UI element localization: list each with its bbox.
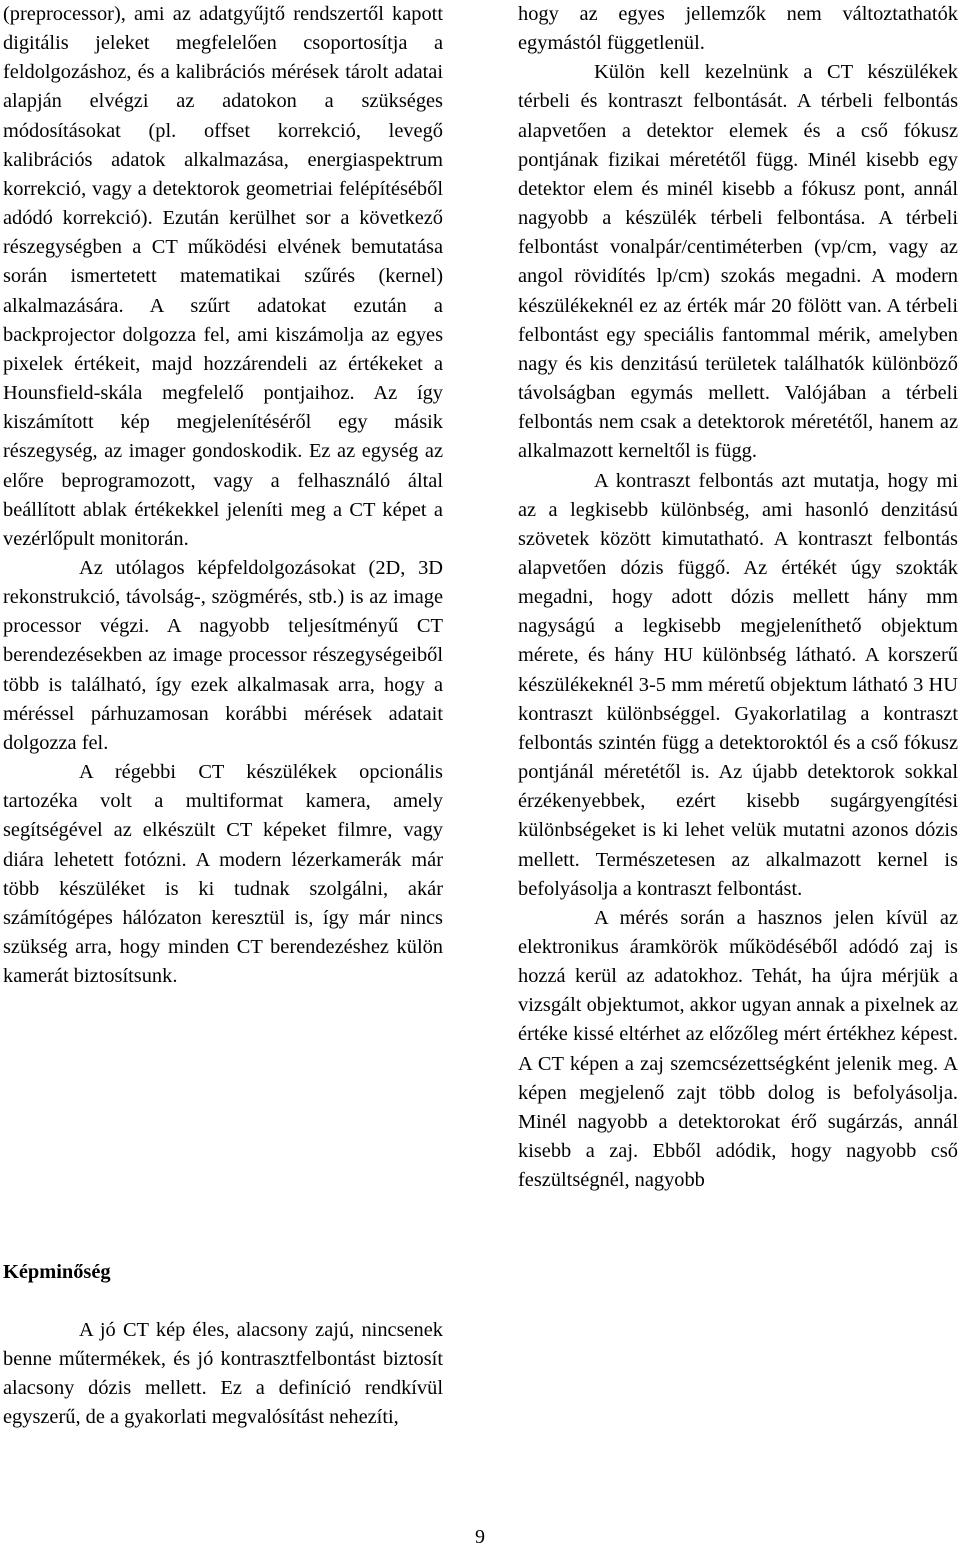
page-number: 9 <box>475 1526 485 1548</box>
paragraph-image-quality: A jó CT kép éles, alacsony zajú, nincsenek benne műtermékek, és jó kontrasztfelbontást biztosít alacsony dózis mellett. Ez a definíció rendkívül egyszerű, de a gyakorlati megvalósítást nehezíti, <box>3 1319 443 1429</box>
paragraph-contrast-resolution: A kontraszt felbontás azt mutatja, hogy mi az a legkisebb különbség, ami hasonló denzitású szövetek között kimutatható. A kontraszt felbontás alapvetően dózis függő. Az értékét úgy szokták megadni, hogy adott dózis mellett hány mm nagyságú a legkisebb megjeleníthető objektum mérete, és hány HU különbség látható. A korszerű készülékeknél 3-5 mm méretű objektum látható 3 HU kontraszt különbséggel. Gyakorlatilag a kontraszt felbontás szintén függ a detektoroktól és a cső fókusz pontjánál méretétől is. Az újabb detektorok sokkal érzékenyebbek, ezért kisebb sugárgyengítési különbségeket is ki lehet velük mutatni azonos dózis mellett. Természetesen az alkalmazott kernel is befolyásolja a kontraszt felbontást. <box>518 469 958 900</box>
paragraph-spatial-resolution: Külön kell kezelnünk a CT készülékek térbeli és kontraszt felbontását. A térbeli felbontás alapvetően a detektor elemek és a cső fókusz pontjának fizikai méretétől függ. Minél kisebb egy detektor elem és minél kisebb a fókusz pont, annál nagyobb a készülék térbeli felbontása. A térbeli felbontást vonalpár/centiméterben (vp/cm, vagy az angol rövidítés lp/cm) szokás megadni. A modern készülékeknél ez az érték már 20 fölött van. A térbeli felbontást egy speciális fantommal mérik, amelyben nagy és kis denzitású területek találhatók különböző távolságban egymás mellett. Valójában a térbeli felbontás nem csak a detektorok méretétől, hanem az alkalmazott kerneltől is függ. <box>518 61 958 463</box>
paragraph-noise: A mérés során a hasznos jelen kívül az elektronikus áramkörök működéséből adódó zaj is hozzá kerül az adatokhoz. Tehát, ha újra mérjük a vizsgált objektumot, akkor ugyan annak a pixelnek az értéke kissé eltérhet az előzőleg mért értékhez képest. A CT képen a zaj szemcsézettségként jelenik meg. A képen megjelenő zajt több dolog is befolyásolja. Minél nagyobb a detektorokat érő sugárzás, annál kisebb a zaj. Ebből adódik, hogy nagyobb cső feszültségnél, nagyobb <box>518 906 958 1192</box>
paragraph-continuation: hogy az egyes jellemzők nem változtathatók egymástól függetlenül. <box>518 3 958 55</box>
paragraph-multiformat-camera: A régebbi CT készülékek opcionális tartozéka volt a multiformat kamera, amely segítségével az elkészült CT képeket filmre, vagy diára lehetett fotózni. A modern lézerkamerák már több készüléket is ki tudnak szolgálni, akár számítógépes hálózaton keresztül is, így már nincs szükség arra, hogy minden CT berendezéshez külön kamerát biztosítsunk. <box>3 761 443 988</box>
section-heading-kepminoseg: Képminőség <box>3 1261 111 1283</box>
paragraph-preprocessor: (preprocessor), ami az adatgyűjtő rendszertől kapott digitális jeleket megfelelően csoportosítja a feldolgozáshoz, és a kalibrációs mérések tárolt adatai alapján elvégzi az adatokon a szükséges módosításokat (pl. offset korrekció, levegő kalibrációs adatok alkalmazása, energiaspektrum korrekció, vagy a detektorok geometriai felépítéséből adódó korrekció). Ezután kerülhet sor a következő részegységben a CT működési elvének bemutatása során ismertetett matematikai szűrés (kernel) alkalmazására. A szűrt adatokat ezután a backprojector dolgozza fel, ami kiszámolja az egyes pixelek értékeit, majd hozzárendeli az értékeket a Hounsfield-skála megfelelő pontjaihoz. Az így kiszámított kép megjelenítéséről egy másik részegység, az imager gondoskodik. Ez az egység az előre beprogramozott, vagy a felhasználó által beállított ablak értékekkel jeleníti meg a CT képet a vezérlőpult monitorán. <box>3 3 443 550</box>
left-column-section <box>3 1316 443 1433</box>
left-column <box>3 0 443 991</box>
paragraph-image-processor: Az utólagos képfeldolgozásokat (2D, 3D rekonstrukció, távolság-, szögmérés, stb.) is az image processor végzi. A nagyobb teljesítményű CT berendezésekben az image processor részegységeiből több is található, így ezek alkalmasak arra, hogy a méréssel párhuzamosan korábbi mérések adatait dolgozza fel. <box>3 556 443 754</box>
right-column <box>518 0 958 1195</box>
